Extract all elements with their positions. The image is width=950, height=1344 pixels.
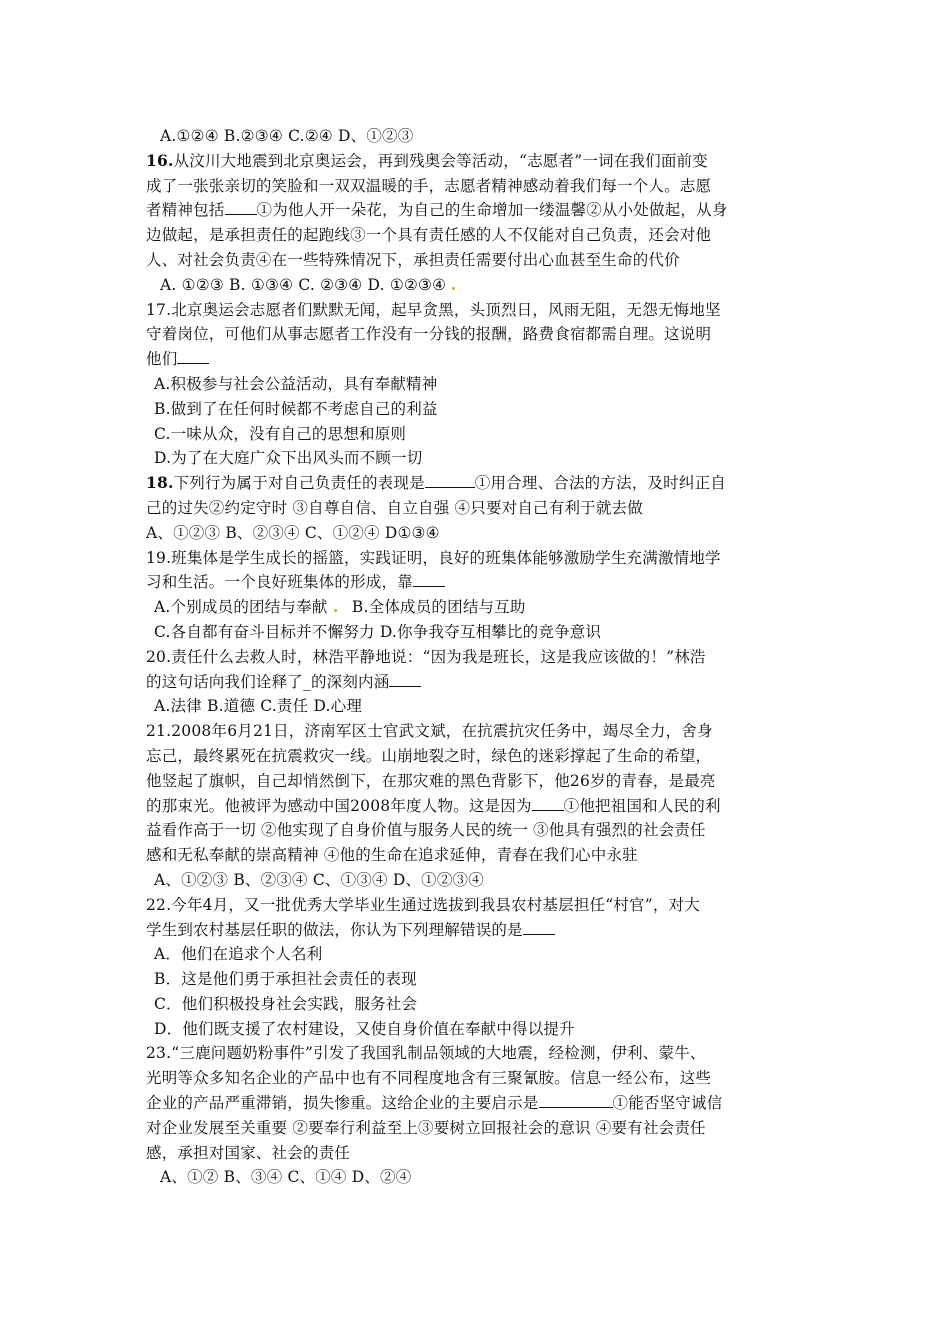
text-line xyxy=(146,719,816,744)
text-line xyxy=(146,248,816,273)
line-text: D．他们既支援了农村建设，又使自身价值在奉献中得以提升 xyxy=(154,1019,575,1038)
line-text: 19.班集体是学生成长的摇篮，实践证明，良好的班集体能够激励学生充满激情地学 xyxy=(146,548,721,567)
line-text: ①他把祖国和人民的利 xyxy=(563,796,721,815)
line-text: A.①②④ B.②③④ C.②④ D、①②③ xyxy=(160,127,414,145)
question-number: 18. xyxy=(146,473,174,493)
line-text: C．他们积极投身社会实践，服务社会 xyxy=(154,994,418,1013)
line-text: ①能否坚守诚信 xyxy=(612,1094,723,1113)
line-text: 守着岗位，可他们从事志愿者工作没有一分钱的报酬，路费食宿都需自理。这说明 xyxy=(146,325,712,344)
line-text: 学生到农村基层任职的做法，你认为下列理解错误的是 xyxy=(146,920,523,939)
line-text: 益看作高于一切 ②他实现了自身价值与服务人民的统一 ③他具有强烈的社会责任 xyxy=(146,821,706,840)
line-text: A、①②③ B、②③④ C、①②④ D①③④ xyxy=(146,523,440,542)
line-text: B．这是他们勇于承担社会责任的表现 xyxy=(154,970,417,989)
text-line xyxy=(146,1017,816,1042)
line-text: 人、对社会负责④在一些特殊情况下，承担责任需要付出心血甚至生命的代价 xyxy=(146,250,680,269)
line-text: 下列行为属于对自己负责任的表现是 xyxy=(173,474,425,493)
text-line xyxy=(146,347,816,372)
text-line xyxy=(146,198,816,223)
text-line xyxy=(146,1116,816,1141)
text-line xyxy=(146,843,816,868)
line-text: A.积极参与社会公益活动，具有奉献精神 xyxy=(154,374,438,393)
text-line xyxy=(146,471,816,496)
line-text: C.一味从众，没有自己的思想和原则 xyxy=(154,424,407,443)
question-number: 16. xyxy=(146,150,174,170)
text-line xyxy=(146,893,816,918)
line-text: A．他们在追求个人名利 xyxy=(154,945,323,964)
text-line xyxy=(146,521,816,546)
line-text: 的这句话向我们诠释了_的深刻内涵 xyxy=(146,672,390,691)
answer-blank xyxy=(177,348,209,364)
text-line xyxy=(146,992,816,1017)
line-text: ①为他人开一朵花，为自己的生命增加一缕温馨②从小处做起，从身 xyxy=(256,201,728,220)
line-text: 己的过失②约定守时 ③自尊自信、自立自强 ④只要对自己有利于就去做 xyxy=(146,498,643,517)
text-line xyxy=(146,769,816,794)
line-text: 23.“三鹿问题奶粉事件”引发了我国乳制品领域的大地震，经检测，伊利、蒙牛、 xyxy=(146,1044,706,1063)
line-text: 边做起，是承担责任的起跑线③一个具有责任感的人不仅能对自己负责，还会对他 xyxy=(146,226,712,245)
text-line xyxy=(146,322,816,347)
text-line xyxy=(146,818,816,843)
text-line xyxy=(146,1041,816,1066)
answer-blank xyxy=(413,571,445,587)
text-line xyxy=(146,446,816,471)
line-text: 习和生活。一个良好班集体的形成，靠 xyxy=(146,573,413,592)
line-text: 者精神包括 xyxy=(146,201,225,220)
text-line xyxy=(146,223,816,248)
text-line xyxy=(146,273,816,298)
text-line xyxy=(146,422,816,447)
text-line xyxy=(146,570,816,595)
text-line xyxy=(146,496,816,521)
line-text: D.为了在大庭广众下出风头而不顾一切 xyxy=(154,449,423,468)
line-text: 感，承担对国家、社会的责任 xyxy=(146,1143,351,1162)
line-text: 光明等众多知名企业的产品中也有不同程度地含有三聚氰胺。信息一经公布，这些 xyxy=(146,1069,712,1088)
answer-blank xyxy=(539,1092,613,1108)
text-line xyxy=(146,1091,816,1116)
line-text: 20.责任什么去救人时，林浩平静地说：“因为我是班长，这是我应该做的！”林浩 xyxy=(146,647,706,666)
line-text: 17.北京奥运会志愿者们默默无闻，起早贪黑，头顶烈日，风雨无阻，无怨无悔地坚 xyxy=(146,300,721,319)
text-line xyxy=(146,744,816,769)
text-line xyxy=(146,124,816,149)
answer-blank xyxy=(532,795,564,811)
line-text: A、①② B、③④ C、①④ D、②④ xyxy=(160,1168,412,1187)
text-line xyxy=(146,397,816,422)
text-line xyxy=(146,620,816,645)
text-line xyxy=(146,1141,816,1166)
text-line xyxy=(146,546,816,571)
line-text: 成了一张张亲切的笑脸和一双双温暖的手，志愿者精神感动着我们每一个人。志愿 xyxy=(146,176,712,195)
line-text: 他竖起了旗帜，自己却悄然倒下，在那灾难的黑色背影下，他26岁的青春，是最亮 xyxy=(146,771,716,790)
line-text: C.各自都有奋斗目标并不懈努力 D.你争我夺互相攀比的竞争意识 xyxy=(154,622,602,641)
text-line xyxy=(146,694,816,719)
line-text: B.做到了在任何时候都不考虑自己的利益 xyxy=(154,399,438,418)
line-text: 21.2008年6月21日，济南军区士官武文斌，在抗震抗灾任务中，竭尽全力，舍身 xyxy=(146,722,713,741)
line-text: 从汶川大地震到北京奥运会，再到残奥会等活动，“志愿者”一词在我们面前变 xyxy=(173,151,708,170)
text-line xyxy=(146,645,816,670)
question-text-block xyxy=(146,124,816,1190)
answer-blank xyxy=(389,671,421,687)
text-line xyxy=(146,794,816,819)
answer-blank xyxy=(425,472,475,488)
answer-blank xyxy=(225,199,257,215)
line-text: 感和无私奉献的崇高精神 ④他的生命在追求延伸，青春在我们心中永驻 xyxy=(146,846,638,865)
line-text: 忘己，最终累死在抗震救灾一线。山崩地裂之时，绿色的迷彩撑起了生命的希望， xyxy=(146,746,712,765)
text-line xyxy=(146,595,816,620)
line-text: ①用合理、合法的方法，及时纠正自 xyxy=(474,474,726,493)
line-text: B.全体成员的团结与互助 xyxy=(336,598,526,617)
text-line xyxy=(146,1066,816,1091)
text-line xyxy=(146,670,816,695)
line-text: A、①②③ B、②③④ C、①③④ D、①②③④ xyxy=(154,870,484,889)
line-text: A. ①②③ B. ①③④ C. ②③④ D. ①②③④ xyxy=(160,275,447,294)
text-line xyxy=(146,868,816,893)
line-text: A.个别成员的团结与奉献 xyxy=(154,598,328,617)
line-text: A.法律 B.道德 C.责任 D.心理 xyxy=(154,697,363,716)
line-text: 企业的产品严重滞销，损失惨重。这给企业的主要启示是 xyxy=(146,1094,539,1113)
dot-mark xyxy=(452,287,455,290)
text-line xyxy=(146,174,816,199)
line-text: 22.今年4月，又一批优秀大学毕业生通过选拔到我县农村基层担任“村官”，对大 xyxy=(146,895,700,914)
text-line xyxy=(146,967,816,992)
line-text: 的那束光。他被评为感动中国2008年度人物。这是因为 xyxy=(146,796,532,815)
text-line xyxy=(146,942,816,967)
text-line xyxy=(146,918,816,943)
answer-blank xyxy=(523,919,555,935)
text-line xyxy=(146,298,816,323)
line-text: 对企业发展至关重要 ②要奉行利益至上③要树立回报社会的意识 ④要有社会责任 xyxy=(146,1118,706,1137)
text-line xyxy=(146,1165,816,1190)
text-line xyxy=(146,149,816,174)
line-text: 他们 xyxy=(146,350,178,369)
text-line xyxy=(146,372,816,397)
